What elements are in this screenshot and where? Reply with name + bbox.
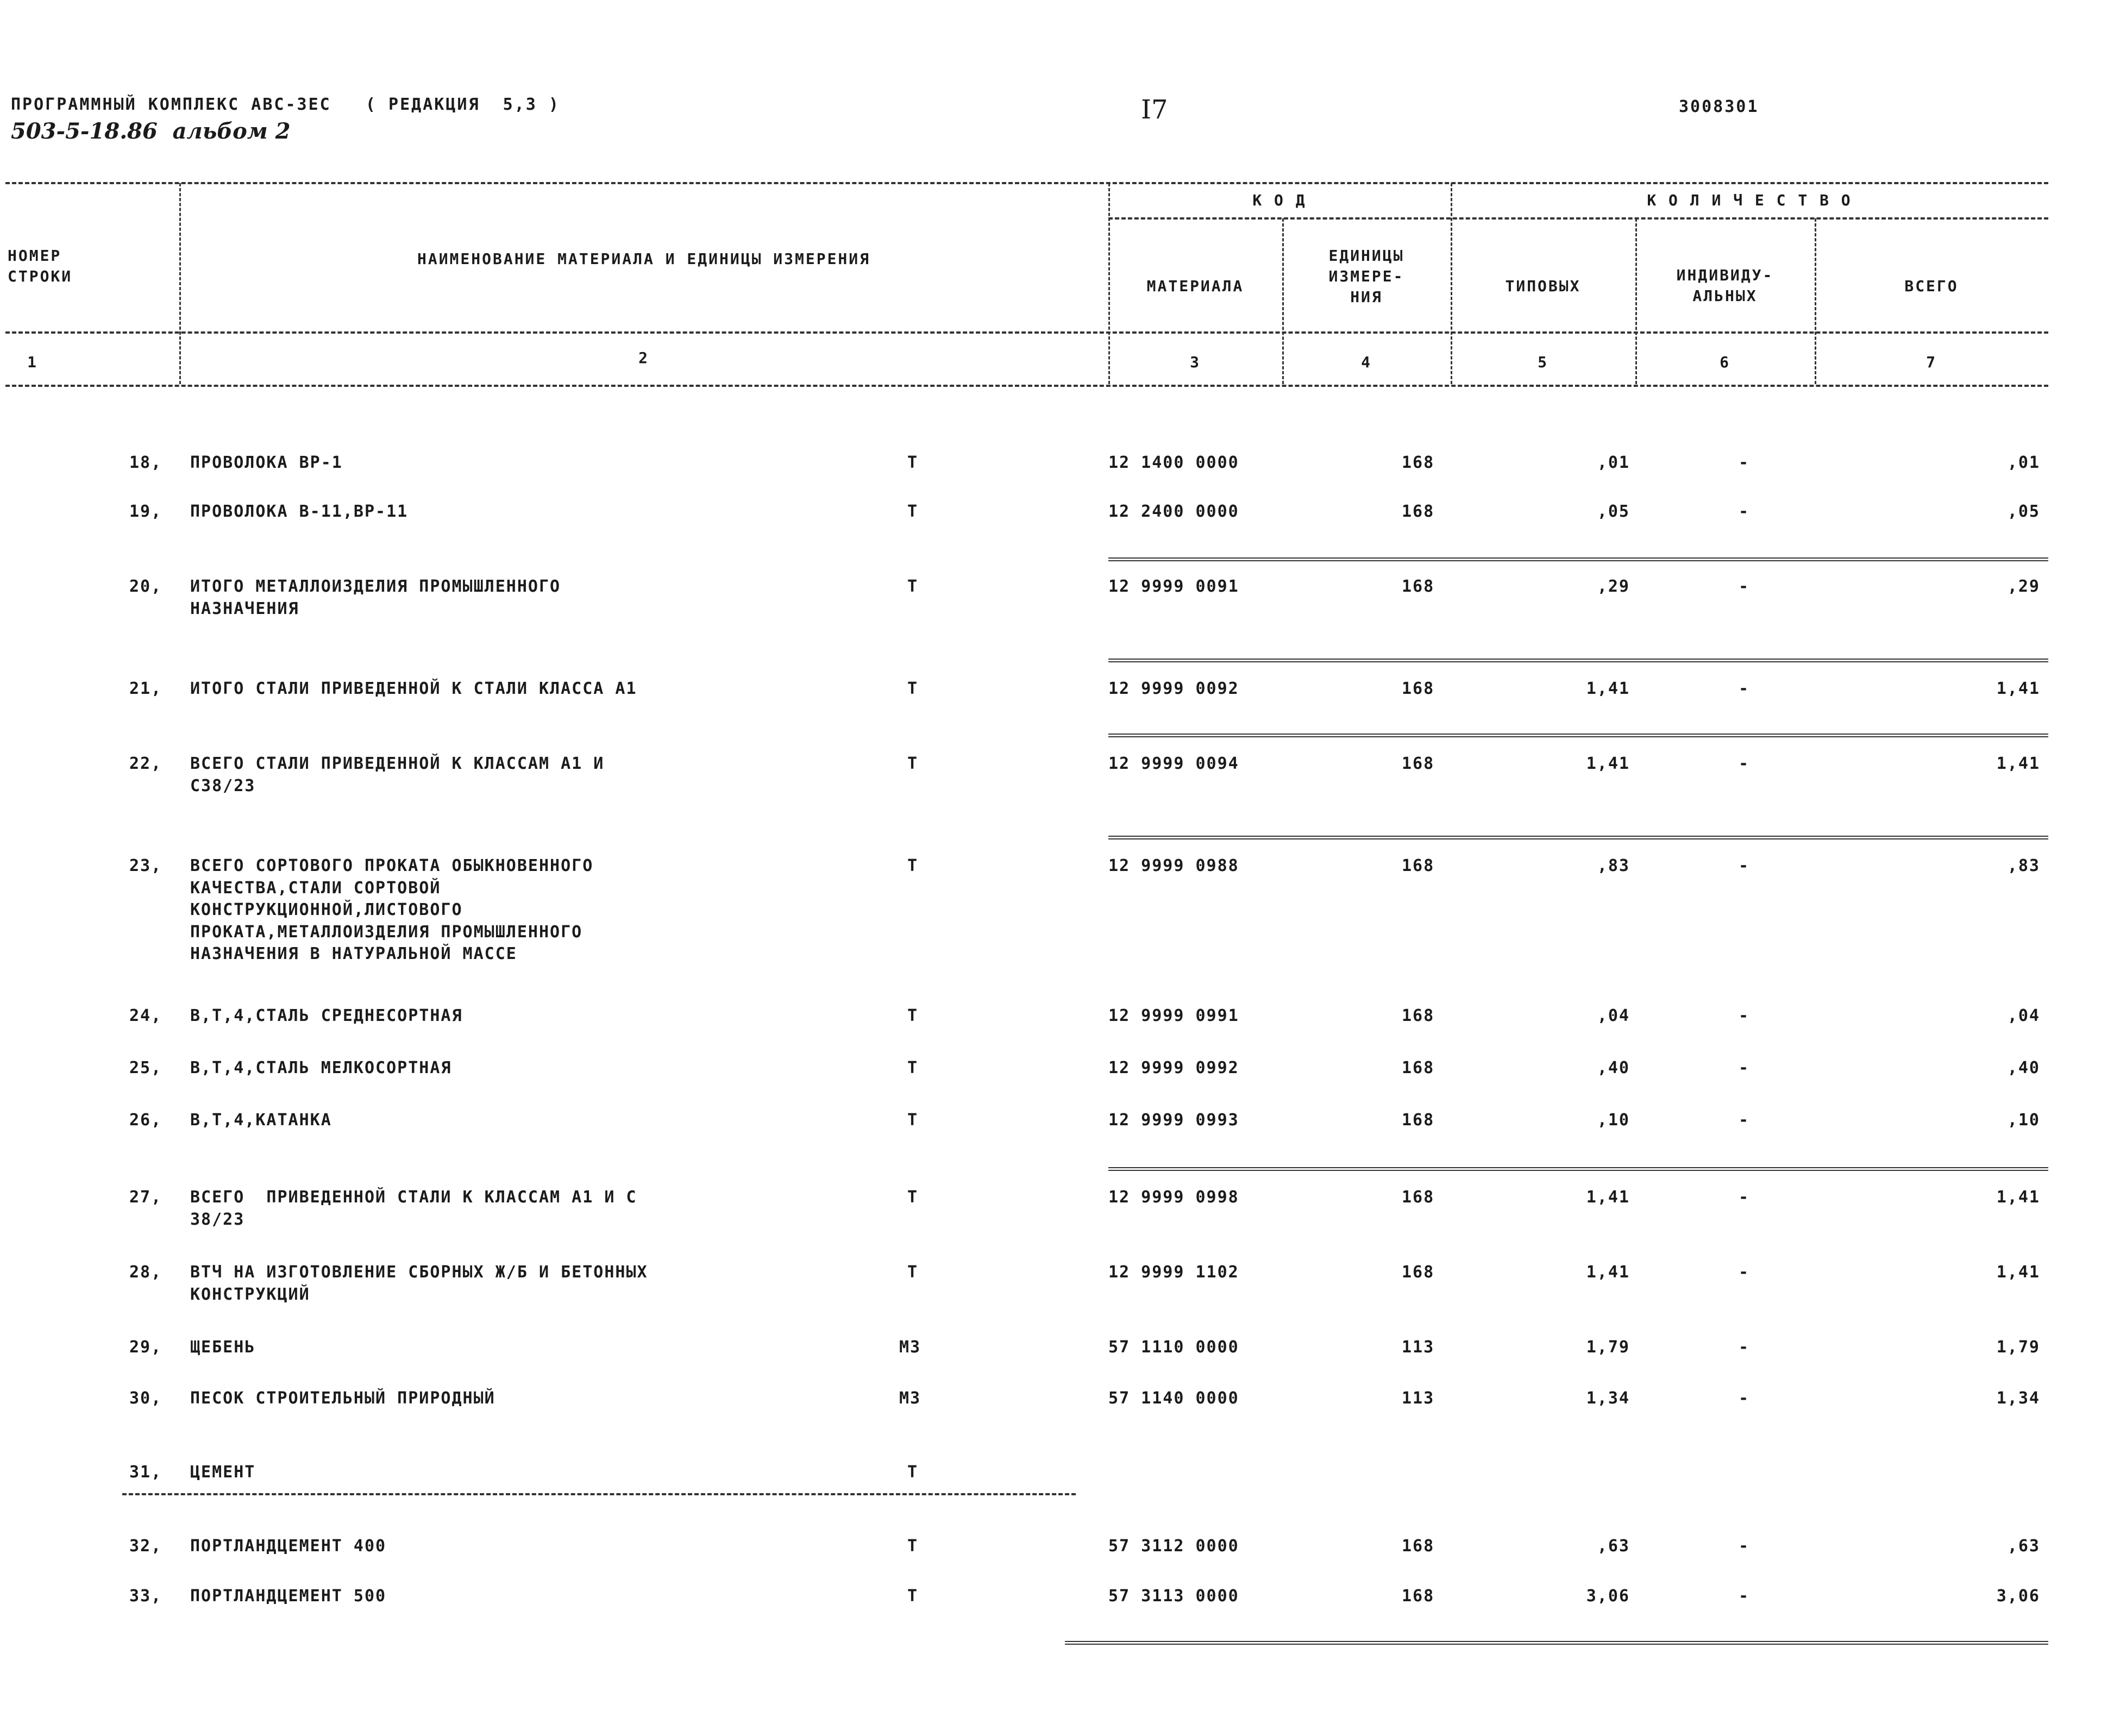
material-name: В,Т,4,СТАЛЬ МЕЛКОСОРТНАЯ: [190, 1058, 452, 1077]
typical-qty: ,40: [1597, 1058, 1630, 1077]
material-code: 57 3113 0000: [1108, 1587, 1239, 1606]
subtotal-rule: [1108, 836, 2048, 839]
typical-qty: 3,06: [1586, 1587, 1630, 1606]
individual-qty: -: [1739, 502, 1750, 521]
material-code: 57 1140 0000: [1108, 1389, 1239, 1408]
material-name: В,Т,4,СТАЛЬ СРЕДНЕСОРТНАЯ: [190, 1006, 463, 1025]
header-individual: ИНДИВИДУ- АЛЬНЫХ: [1676, 266, 1774, 305]
unit: Т: [907, 856, 919, 875]
measure-code: 168: [1402, 453, 1435, 472]
typical-qty: ,10: [1597, 1111, 1630, 1130]
material-code: 57 3112 0000: [1108, 1537, 1239, 1556]
individual-qty: -: [1739, 1006, 1750, 1025]
total-qty: 1,41: [1996, 754, 2040, 773]
row-number: 23,: [129, 856, 162, 875]
colnum-5: 5: [1538, 353, 1548, 371]
measure-code: 168: [1402, 1188, 1435, 1207]
unit: Т: [907, 577, 919, 596]
individual-qty: -: [1739, 1537, 1750, 1556]
material-code: 12 9999 1102: [1108, 1263, 1239, 1282]
handwritten-album-note: 503-5-18.86 альбом 2: [11, 118, 291, 144]
material-name: ВТЧ НА ИЗГОТОВЛЕНИЕ СБОРНЫХ Ж/Б И БЕТОННЫХ КОНСТРУКЦИЙ: [190, 1263, 648, 1304]
material-code: 12 9999 0094: [1108, 754, 1239, 773]
unit: М3: [899, 1338, 921, 1357]
table-top-rule: [5, 182, 2048, 184]
measure-code: 168: [1402, 1263, 1435, 1282]
header-material-code: МАТЕРИАЛА: [1146, 277, 1244, 295]
total-qty: ,01: [2007, 453, 2040, 472]
total-qty: ,40: [2007, 1058, 2040, 1077]
unit: Т: [907, 1006, 919, 1025]
typical-qty: 1,41: [1586, 1188, 1630, 1207]
row-number: 29,: [129, 1338, 162, 1357]
measure-code: 168: [1402, 754, 1435, 773]
total-qty: ,29: [2007, 577, 2040, 596]
material-code: 12 9999 0993: [1108, 1111, 1239, 1130]
unit: Т: [907, 679, 919, 698]
individual-qty: -: [1739, 453, 1750, 472]
unit: Т: [907, 1587, 919, 1606]
material-name: ПРОВОЛОКА ВР-1: [190, 453, 343, 472]
subtotal-rule: [1108, 659, 2048, 662]
material-name: ВСЕГО СОРТОВОГО ПРОКАТА ОБЫКНОВЕННОГО КАЧЕСТВА,СТАЛИ СОРТОВОЙ КОНСТРУКЦИОННОЙ,ЛИСТОВОГО ПРОКАТА,МЕТАЛЛОИЗДЕЛИЯ ПРОМЫШЛЕННОГО НАЗНАЧЕНИЯ В НАТУРАЛЬНОЙ МАССЕ: [190, 856, 594, 963]
unit: Т: [907, 502, 919, 521]
row-number: 30,: [129, 1389, 162, 1408]
material-name: ЩЕБЕНЬ: [190, 1338, 256, 1357]
column-numbers-rule: [5, 385, 2048, 387]
header-typical: ТИПОВЫХ: [1505, 277, 1581, 295]
typical-qty: ,83: [1597, 856, 1630, 875]
colnum-2: 2: [638, 349, 649, 367]
page-number: I7: [1141, 95, 1168, 125]
row-number: 22,: [129, 754, 162, 773]
material-code: 12 9999 0092: [1108, 679, 1239, 698]
total-qty: ,05: [2007, 502, 2040, 521]
material-code: 12 9999 0998: [1108, 1188, 1239, 1207]
total-qty: 1,41: [1996, 679, 2040, 698]
individual-qty: -: [1739, 1389, 1750, 1408]
unit: Т: [907, 1188, 919, 1207]
typical-qty: 1,34: [1586, 1389, 1630, 1408]
material-name: ПРОВОЛОКА В-11,ВР-11: [190, 502, 409, 521]
row-number: 32,: [129, 1537, 162, 1556]
unit: Т: [907, 1058, 919, 1077]
document-code: 3008301: [1679, 97, 1759, 116]
individual-qty: -: [1739, 679, 1750, 698]
total-qty: ,83: [2007, 856, 2040, 875]
measure-code: 168: [1402, 1006, 1435, 1025]
unit: Т: [907, 1463, 919, 1482]
unit: Т: [907, 1111, 919, 1130]
measure-code: 113: [1402, 1338, 1435, 1357]
header-measure-unit: ЕДИНИЦЫ ИЗМЕРЕ- НИЯ: [1328, 247, 1404, 306]
colnum-3: 3: [1190, 353, 1201, 371]
row-number: 26,: [129, 1111, 162, 1130]
unit: Т: [907, 1537, 919, 1556]
header-bottom-rule: [5, 331, 2048, 334]
typical-qty: 1,79: [1586, 1338, 1630, 1357]
measure-code: 168: [1402, 1058, 1435, 1077]
material-name: ПОРТЛАНДЦЕМЕНТ 400: [190, 1537, 387, 1556]
material-name: ИТОГО СТАЛИ ПРИВЕДЕННОЙ К СТАЛИ КЛАССА А1: [190, 679, 637, 698]
total-qty: ,10: [2007, 1111, 2040, 1130]
total-qty: 1,34: [1996, 1389, 2040, 1408]
individual-qty: -: [1739, 1058, 1750, 1077]
material-code: 57 1110 0000: [1108, 1338, 1239, 1357]
material-name: ИТОГО МЕТАЛЛОИЗДЕЛИЯ ПРОМЫШЛЕННОГО НАЗНАЧЕНИЯ: [190, 577, 561, 618]
subtotal-rule: [1108, 734, 2048, 737]
colnum-1: 1: [27, 353, 38, 371]
row-number: 28,: [129, 1263, 162, 1282]
header-total: ВСЕГО: [1904, 277, 1959, 295]
material-name: ВСЕГО ПРИВЕДЕННОЙ СТАЛИ К КЛАССАМ А1 И С 38/23: [190, 1188, 637, 1229]
individual-qty: -: [1739, 1587, 1750, 1606]
total-qty: 3,06: [1996, 1587, 2040, 1606]
colnum-6: 6: [1720, 353, 1730, 371]
typical-qty: 1,41: [1586, 754, 1630, 773]
total-qty: ,63: [2007, 1537, 2040, 1556]
unit: Т: [907, 453, 919, 472]
individual-qty: -: [1739, 1188, 1750, 1207]
measure-code: 168: [1402, 1587, 1435, 1606]
row-number: 25,: [129, 1058, 162, 1077]
material-code: 12 9999 0091: [1108, 577, 1239, 596]
typical-qty: 1,41: [1586, 679, 1630, 698]
unit: М3: [899, 1389, 921, 1408]
row-number: 33,: [129, 1587, 162, 1606]
typical-qty: ,63: [1597, 1537, 1630, 1556]
material-name: ПЕСОК СТРОИТЕЛЬНЫЙ ПРИРОДНЫЙ: [190, 1389, 495, 1408]
measure-code: 168: [1402, 1111, 1435, 1130]
individual-qty: -: [1739, 1111, 1750, 1130]
individual-qty: -: [1739, 577, 1750, 596]
material-name: ПОРТЛАНДЦЕМЕНТ 500: [190, 1587, 387, 1606]
individual-qty: -: [1739, 856, 1750, 875]
row-number: 21,: [129, 679, 162, 698]
measure-code: 168: [1402, 856, 1435, 875]
measure-code: 113: [1402, 1389, 1435, 1408]
typical-qty: ,01: [1597, 453, 1630, 472]
subtotal-rule: [1108, 557, 2048, 561]
quantity-group-header: К О Л И Ч Е С Т В О: [1647, 191, 1852, 209]
material-code: 12 9999 0992: [1108, 1058, 1239, 1077]
material-code: 12 9999 0991: [1108, 1006, 1239, 1025]
colnum-4: 4: [1361, 353, 1372, 371]
header-material-name: НАИМЕНОВАНИЕ МАТЕРИАЛА И ЕДИНИЦЫ ИЗМЕРЕНИЯ: [417, 250, 870, 268]
total-qty: 1,41: [1996, 1188, 2040, 1207]
unit: Т: [907, 1263, 919, 1282]
measure-code: 168: [1402, 679, 1435, 698]
code-group-header: К О Д: [1252, 191, 1307, 209]
material-code: 12 9999 0988: [1108, 856, 1239, 875]
individual-qty: -: [1739, 754, 1750, 773]
individual-qty: -: [1739, 1338, 1750, 1357]
typical-qty: 1,41: [1586, 1263, 1630, 1282]
typical-qty: ,04: [1597, 1006, 1630, 1025]
row-number: 20,: [129, 577, 162, 596]
code-group-rule: [1108, 217, 2048, 220]
total-qty: 1,41: [1996, 1263, 2040, 1282]
measure-code: 168: [1402, 502, 1435, 521]
material-name: В,Т,4,КАТАНКА: [190, 1111, 332, 1130]
material-code: 12 2400 0000: [1108, 502, 1239, 521]
typical-qty: ,05: [1597, 502, 1630, 521]
total-qty: 1,79: [1996, 1338, 2040, 1357]
row-number: 18,: [129, 453, 162, 472]
typical-qty: ,29: [1597, 577, 1630, 596]
unit: Т: [907, 754, 919, 773]
row-number: 31,: [129, 1463, 162, 1482]
material-name: ВСЕГО СТАЛИ ПРИВЕДЕННОЙ К КЛАССАМ А1 И С38/23: [190, 754, 605, 795]
header-row-number: НОМЕР СТРОКИ: [8, 247, 73, 285]
material-code: 12 1400 0000: [1108, 453, 1239, 472]
material-name: ЦЕМЕНТ: [190, 1463, 256, 1482]
row-number: 24,: [129, 1006, 162, 1025]
total-qty: ,04: [2007, 1006, 2040, 1025]
group-underline: [122, 1493, 1076, 1495]
row-number: 27,: [129, 1188, 162, 1207]
closing-rule: [1065, 1641, 2048, 1645]
colnum-7: 7: [1926, 353, 1937, 371]
measure-code: 168: [1402, 577, 1435, 596]
subtotal-rule: [1108, 1167, 2048, 1171]
individual-qty: -: [1739, 1263, 1750, 1282]
row-number: 19,: [129, 502, 162, 521]
program-header: ПРОГРАММНЫЙ КОМПЛЕКС АВС-ЗЕС ( РЕДАКЦИЯ 5,3 ): [11, 95, 560, 114]
measure-code: 168: [1402, 1537, 1435, 1556]
